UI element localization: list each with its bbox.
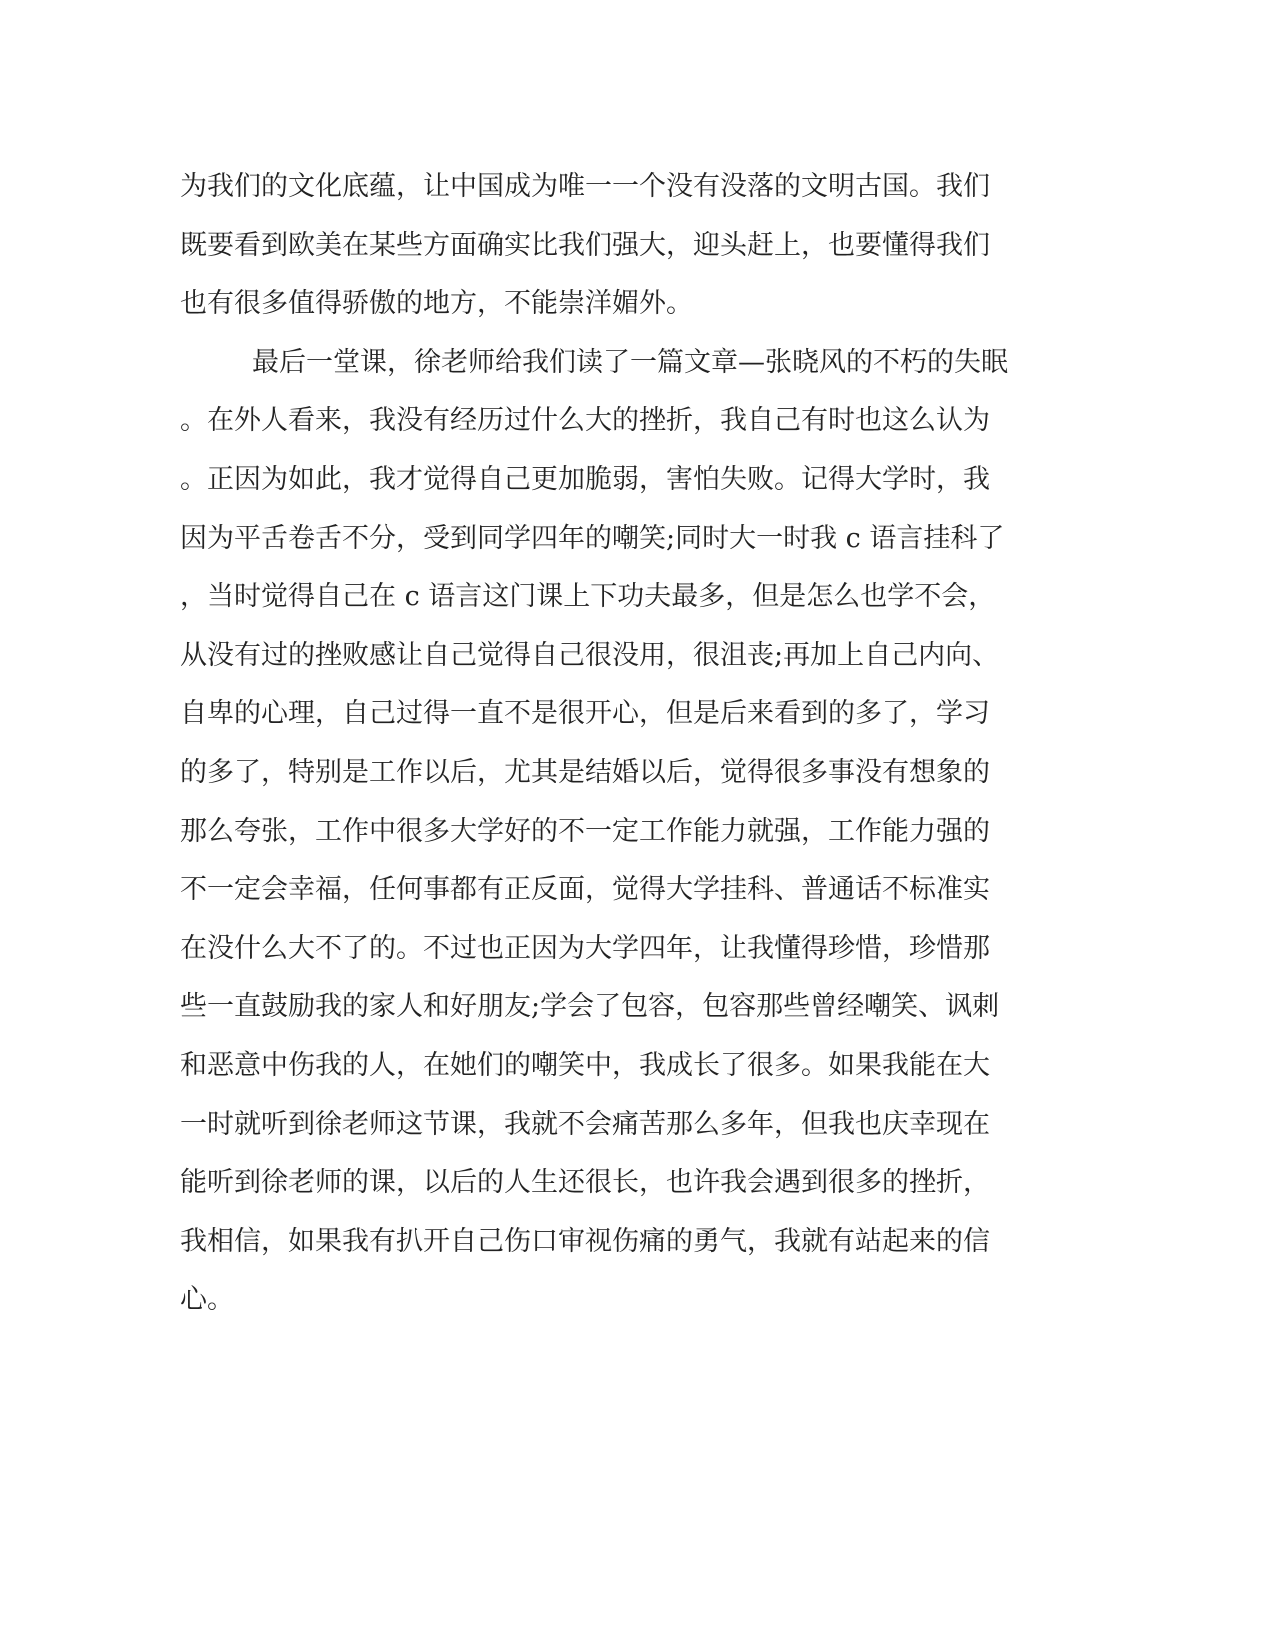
text-line-10: 自卑的心理，自己过得一直不是很开心，但是后来看到的多了，学习 bbox=[180, 698, 990, 730]
text-line-19: 我相信，如果我有扒开自己伤口审视伤痛的勇气，我就有站起来的信 bbox=[180, 1225, 990, 1257]
text-line-20: 心。 bbox=[180, 1284, 234, 1316]
text-line-4-paragraph-start: 最后一堂课，徐老师给我们读了一篇文章—张晓风的不朽的失眠 bbox=[252, 346, 1008, 378]
text-line-13: 不一定会幸福，任何事都有正反面，觉得大学挂科、普通话不标准实 bbox=[180, 874, 990, 906]
text-line-16: 和恶意中伤我的人，在她们的嘲笑中，我成长了很多。如果我能在大 bbox=[180, 1049, 990, 1081]
text-line-15: 些一直鼓励我的家人和好朋友;学会了包容，包容那些曾经嘲笑、讽刺 bbox=[180, 991, 1000, 1023]
text-line-18: 能听到徐老师的课，以后的人生还很长，也许我会遇到很多的挫折， bbox=[180, 1167, 990, 1199]
text-line-14: 在没什么大不了的。不过也正因为大学四年，让我懂得珍惜，珍惜那 bbox=[180, 932, 990, 964]
text-line-11: 的多了，特别是工作以后，尤其是结婚以后，觉得很多事没有想象的 bbox=[180, 756, 990, 788]
text-line-7: 因为平舌卷舌不分，受到同学四年的嘲笑;同时大一时我 c 语言挂科了 bbox=[180, 522, 1005, 554]
text-line-2: 既要看到欧美在某些方面确实比我们强大，迎头赶上，也要懂得我们 bbox=[180, 229, 990, 261]
text-line-9: 从没有过的挫败感让自己觉得自己很没用，很沮丧;再加上自己内向、 bbox=[180, 639, 1000, 671]
text-line-17: 一时就听到徐老师这节课，我就不会痛苦那么多年，但我也庆幸现在 bbox=[180, 1108, 990, 1140]
text-line-3: 也有很多值得骄傲的地方，不能崇洋媚外。 bbox=[180, 288, 693, 320]
text-line-6: 。正因为如此，我才觉得自己更加脆弱，害怕失败。记得大学时，我 bbox=[180, 463, 990, 495]
text-line-12: 那么夸张，工作中很多大学好的不一定工作能力就强，工作能力强的 bbox=[180, 815, 990, 847]
body-text bbox=[180, 158, 1040, 1330]
text-line-5: 。在外人看来，我没有经历过什么大的挫折，我自己有时也这么认为 bbox=[180, 405, 990, 437]
text-line-1: 为我们的文化底蕴，让中国成为唯一一个没有没落的文明古国。我们 bbox=[180, 171, 990, 202]
text-line-8: ，当时觉得自己在 c 语言这门课上下功夫最多，但是怎么也学不会， bbox=[180, 581, 996, 613]
